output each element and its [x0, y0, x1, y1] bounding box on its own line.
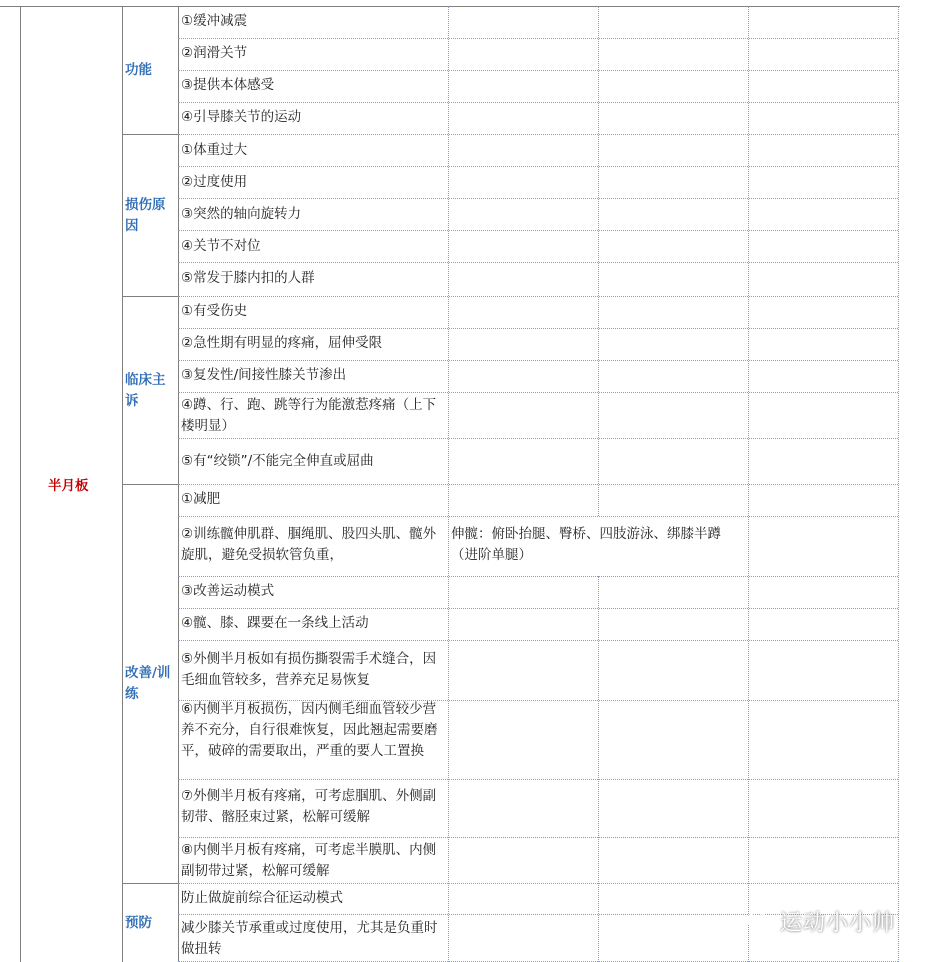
- list-item: ②训练髋伸肌群、腘绳肌、股四头肌、髋外旋肌，避免受损软管负重，: [181, 526, 437, 563]
- list-item: ⑤有“绞锁”/不能完全伸直或屈曲: [181, 453, 374, 469]
- section-label-cause: 损伤原因: [125, 197, 166, 234]
- row-line: [178, 134, 898, 135]
- section-divider: [122, 134, 178, 135]
- section-label-prevention: 预防: [125, 915, 152, 931]
- row-line: [178, 262, 898, 263]
- list-item: ④髋、膝、踝要在一条线上活动: [181, 615, 369, 631]
- list-item: 减少膝关节承重或过度使用，尤其是负重时做扭转: [181, 920, 438, 957]
- row-line: [178, 484, 898, 485]
- list-item: ②润滑关节: [181, 45, 248, 61]
- section-divider: [122, 296, 178, 297]
- section-divider: [122, 484, 178, 485]
- list-item: ②过度使用: [181, 174, 248, 190]
- list-item: ①体重过大: [181, 142, 248, 158]
- column-separator: [598, 6, 599, 516]
- table-top-left-stub: [0, 6, 20, 7]
- row-line: [178, 166, 898, 167]
- section-label-complaint: 临床主诉: [125, 372, 166, 409]
- list-item: ⑦外侧半月板有疼痛，可考虑腘肌、外侧副韧带、髂胫束过紧，松解可缓解: [181, 788, 437, 825]
- row-line: [178, 198, 898, 199]
- row-line: [178, 230, 898, 231]
- list-item: ③提供本体感受: [181, 77, 275, 93]
- row-line: [178, 392, 898, 393]
- watermark-text: 运动小小帅: [780, 911, 896, 936]
- row-line: [178, 779, 898, 780]
- list-item: ①减肥: [181, 491, 221, 507]
- row-line: [178, 438, 898, 439]
- list-item: ⑥内侧半月板损伤，因内侧毛细血管较少营养不充分，自行很难恢复，因此翘起需要磨平，破碎的需要取出，严重的要人工置换: [181, 701, 438, 759]
- list-item: ⑤常发于膝内扣的人群: [181, 270, 315, 286]
- wechat-icon: [746, 910, 774, 934]
- list-item: ⑤外侧半月板如有损伤撕裂需手术缝合，因毛细血管较多，营养充足易恢复: [181, 651, 437, 688]
- section-label-function: 功能: [125, 62, 152, 78]
- row-line: [178, 328, 898, 329]
- extra-note: 伸髋：俯卧抬腿、臀桥、四肢游泳、绑膝半蹲（进阶单腿）: [451, 526, 721, 563]
- main-category-label: 半月板: [48, 478, 89, 494]
- list-item: ④蹲、行、跑、跳等行为能激惹疼痛（上下楼明显）: [181, 397, 437, 434]
- row-line: [178, 296, 898, 297]
- row-line: [178, 883, 898, 884]
- row-line: [178, 640, 898, 641]
- section-label-training: 改善/训练: [125, 665, 171, 702]
- list-item: ③复发性/间接性膝关节渗出: [181, 367, 347, 383]
- row-line: [178, 576, 898, 577]
- column-separator: [898, 6, 899, 962]
- list-item: ②急性期有明显的疼痛，屈伸受限: [181, 335, 383, 351]
- row-line: [178, 102, 898, 103]
- list-item: ①缓冲减震: [181, 13, 248, 29]
- row-line: [178, 516, 898, 517]
- column-separator: [598, 576, 599, 962]
- table-border-left: [20, 6, 21, 962]
- list-item: ③改善运动模式: [181, 583, 275, 599]
- list-item: ④关节不对位: [181, 238, 261, 254]
- row-line: [178, 837, 898, 838]
- table-border-top: [20, 6, 900, 7]
- watermark: [746, 906, 895, 937]
- list-item: ①有受伤史: [181, 303, 248, 319]
- list-item: ⑧内侧半月板有疼痛，可考虑半膜肌、内侧副韧带过紧，松解可缓解: [181, 842, 437, 879]
- row-line: [178, 70, 898, 71]
- list-item: ④引导膝关节的运动: [181, 109, 302, 125]
- row-line: [178, 38, 898, 39]
- row-line: [178, 360, 898, 361]
- list-item: 防止做旋前综合征运动模式: [181, 890, 343, 906]
- section-divider: [122, 883, 178, 884]
- row-line: [178, 608, 898, 609]
- list-item: ③突然的轴向旋转力: [181, 206, 302, 222]
